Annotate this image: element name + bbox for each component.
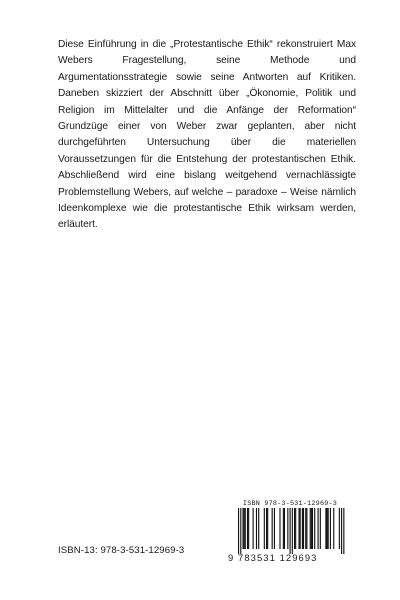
- barcode-bar: [294, 508, 295, 549]
- barcode-bar: [290, 508, 291, 554]
- barcode-bar: [312, 508, 313, 549]
- barcode-bar: [310, 508, 311, 549]
- barcode-bar: [266, 508, 267, 549]
- barcode-bar: [314, 508, 315, 549]
- barcode-isbn-caption: ISBN 978-3-531-12969-3: [242, 500, 338, 508]
- barcode-bar: [295, 508, 296, 549]
- barcode-bar: [292, 508, 293, 554]
- barcode-bar: [279, 508, 280, 549]
- barcode-bar: [305, 508, 306, 549]
- barcode-bar: [330, 508, 331, 549]
- barcode-bar: [256, 508, 257, 549]
- barcode-bar: [244, 508, 245, 549]
- barcode-bar: [333, 508, 334, 549]
- barcode-bar: [264, 508, 265, 549]
- barcode-bar: [253, 508, 254, 549]
- barcode-bar: [283, 508, 284, 549]
- barcode-bar: [325, 508, 326, 549]
- barcode-bar: [326, 508, 327, 549]
- barcode-bar: [284, 508, 285, 549]
- barcode-bar: [343, 508, 344, 554]
- barcode-bar: [267, 508, 268, 549]
- barcode-bar: [341, 508, 342, 554]
- barcode-bar: [300, 508, 301, 549]
- barcode-bar: [328, 508, 329, 549]
- isbn-label: ISBN-13: 978-3-531-12969-3: [58, 545, 185, 556]
- barcode-digits: 9 783531 129693: [228, 552, 318, 563]
- barcode-bar: [242, 508, 243, 549]
- barcode-bar: [287, 508, 288, 549]
- isbn-barcode: [228, 500, 352, 564]
- barcode-bar: [247, 508, 248, 549]
- barcode-bar: [298, 508, 299, 549]
- barcode-bar: [311, 508, 312, 549]
- barcode-bar: [318, 508, 319, 549]
- barcode-bar: [339, 508, 340, 549]
- barcode-bar: [302, 508, 303, 549]
- barcode-bar: [274, 508, 275, 549]
- barcode-bar: [245, 508, 246, 549]
- blurb-text: Diese Einführung in die „Protestantische Ethik“ rekonstruiert Max Webers Fragestellung, seine Methode und Argumentationsstrategie sowie seine Antworten auf Kritiken. Daneben skizziert der Abschnitt über „Ökonomie, Politik und Religion im Mittelalter und die Anfänge der Reformation“ Grundzüge einer von Weber zwar geplanten, aber nicht durchgeführten Untersuchung über die materiellen Voraussetzungen für die Entstehung der protestantischen Ethik. Abschließend wird eine bislang weitgehend vernachlässigte Problemstellung Webers, auf welche – paradoxe – Weise nämlich Ideenkomplexe wie die protestantische Ethik wirksam werden, erläutert.: [58, 39, 356, 231]
- barcode-bar: [240, 508, 241, 554]
- barcode-bar: [306, 508, 307, 549]
- barcode-bar: [258, 508, 259, 549]
- barcode-bar: [272, 508, 273, 549]
- barcode-bar: [248, 508, 249, 549]
- barcode-bar: [320, 508, 321, 549]
- barcode-bars: [236, 508, 346, 554]
- barcode-bar: [303, 508, 304, 549]
- back-cover-blurb: [58, 37, 356, 234]
- barcode-bar: [238, 508, 239, 554]
